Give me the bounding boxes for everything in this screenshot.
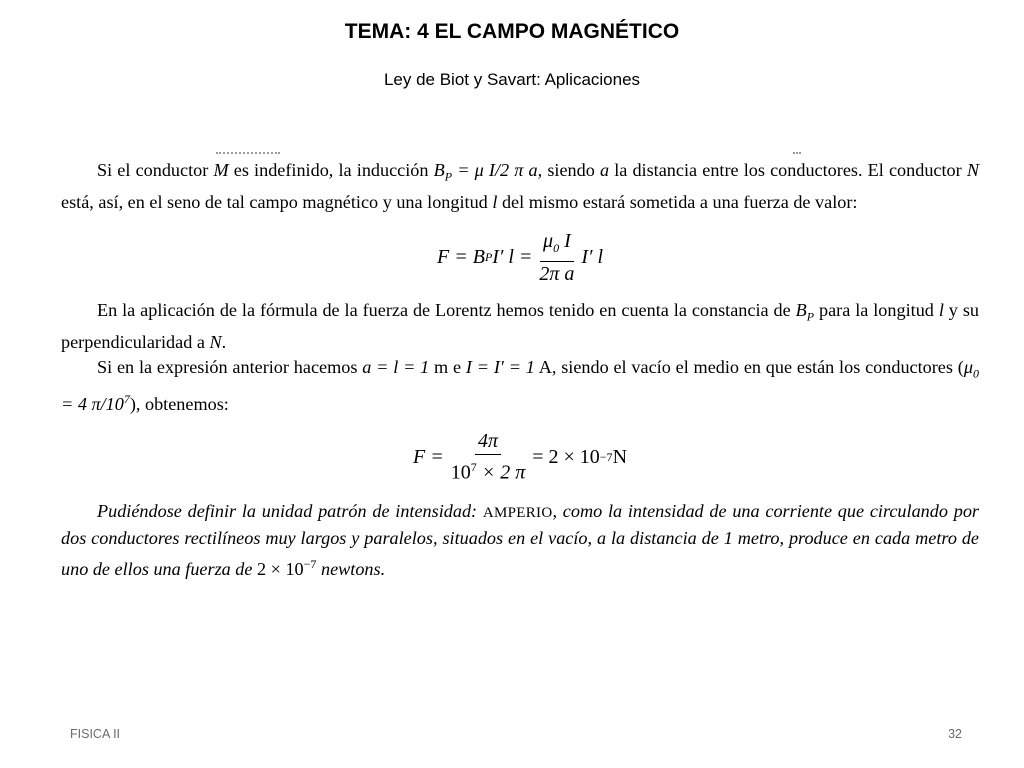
- variable-n: N: [209, 331, 222, 352]
- slide-subtitle: Ley de Biot y Savart: Aplicaciones: [383, 70, 641, 89]
- fraction-numerator: [540, 230, 574, 262]
- text-segment: .: [221, 331, 227, 352]
- text-segment: está, así, en el seno de tal campo magnético y una longitud: [61, 192, 493, 213]
- text-segment: Pudiéndose definir la unidad patrón de intensidad:: [97, 500, 483, 521]
- force-exponent: −7: [303, 556, 317, 571]
- bp-subscript: P: [806, 309, 815, 324]
- mu-subscript: 0: [553, 240, 560, 255]
- mu-symbol: μ: [963, 357, 973, 378]
- conductor-n-symbol: N: [966, 160, 979, 180]
- text-segment: es indefinido, la inducción: [228, 160, 434, 180]
- bp-expression: [795, 299, 815, 324]
- equation-currents: I = I′ = 1: [465, 357, 535, 378]
- formula-rhs-value: = 2 × 10: [532, 445, 600, 468]
- bp-subscript: P: [444, 169, 453, 184]
- formula-unit: N: [612, 445, 628, 468]
- document-body: [61, 158, 979, 582]
- text-segment: , como la intensidad de una corriente que circulando por dos conductores rectilíneos muy largos y paralelos, situados en el vacío, a la distancia de 1 metro, produce en cada metro de uno de ellos una fuerza de: [61, 500, 979, 579]
- formula-lhs: F =: [412, 445, 444, 468]
- text-segment: Si el conductor: [97, 160, 214, 180]
- mu0-value: = 4 π/10: [61, 394, 124, 415]
- formula-force-result: [61, 430, 979, 485]
- numerator-current: I: [559, 229, 571, 252]
- variable-l: l: [938, 299, 944, 320]
- text-segment: la distancia entre los conductores. El conductor: [609, 160, 967, 180]
- formula-lhs: F = B: [437, 245, 485, 268]
- paragraph-infinite-conductor: [61, 158, 979, 216]
- force-value: 2 × 10: [257, 558, 304, 579]
- text-segment: ), obtenemos:: [129, 394, 229, 415]
- bp-formula: = μ I/2 π a,: [452, 160, 543, 180]
- variable-l: l: [492, 192, 498, 213]
- text-segment: En la aplicación de la fórmula de la fuerza de Lorentz hemos tenido en cuenta la constancia de: [97, 299, 796, 320]
- text-segment: newtons.: [316, 558, 386, 579]
- text-segment: siendo: [542, 160, 600, 180]
- fraction-denominator: [448, 455, 529, 485]
- mu0-exponent: 7: [123, 392, 130, 407]
- bp-symbol: B: [433, 160, 445, 180]
- fraction-4pi-over-denominator: [448, 430, 529, 485]
- footer-page-number: 32: [948, 727, 962, 741]
- fraction-numerator: 4π: [475, 430, 501, 455]
- bp-expression: [433, 160, 543, 184]
- text-segment: del mismo estará sometida a una fuerza de valor:: [497, 192, 858, 213]
- amperio-term: AMPERIO: [482, 504, 553, 521]
- paragraph-substitution: [61, 355, 979, 418]
- formula-rhs: I′ l: [581, 245, 603, 268]
- text-segment: para la longitud: [814, 299, 939, 320]
- fraction-denominator: 2π a: [539, 262, 575, 285]
- formula-lhs-subscript: P: [484, 249, 493, 264]
- slide-title: TEMA: 4 EL CAMPO MAGNÉTICO: [344, 20, 680, 43]
- text-segment: Si en la expresión anterior hacemos: [97, 357, 363, 378]
- text-segment: m e: [429, 357, 466, 378]
- bp-symbol: B: [795, 299, 807, 320]
- fraction-mu-over-2pi-a: [536, 230, 577, 286]
- text-segment: y su perpendicularidad a: [61, 299, 979, 352]
- paragraph-ampere-definition: [61, 499, 979, 583]
- formula-force-bp: [61, 230, 979, 286]
- mu-subscript: 0: [972, 366, 979, 381]
- denominator-exponent: 7: [470, 459, 477, 474]
- denominator-base: 10: [450, 461, 471, 484]
- conductor-m-symbol: M: [213, 160, 229, 180]
- text-segment: A, siendo el vacío el medio en que están los conductores (: [534, 357, 964, 378]
- denominator-rest: × 2 π: [476, 461, 526, 484]
- footer-course-name: FISICA II: [70, 727, 121, 741]
- paragraph-lorentz: [61, 298, 979, 356]
- formula-rhs-exponent: −7: [599, 449, 613, 464]
- equation-a-l: a = l = 1: [362, 357, 430, 378]
- formula-middle: I′ l =: [492, 245, 533, 268]
- mu-symbol: μ: [543, 229, 554, 252]
- variable-a: a: [599, 160, 610, 180]
